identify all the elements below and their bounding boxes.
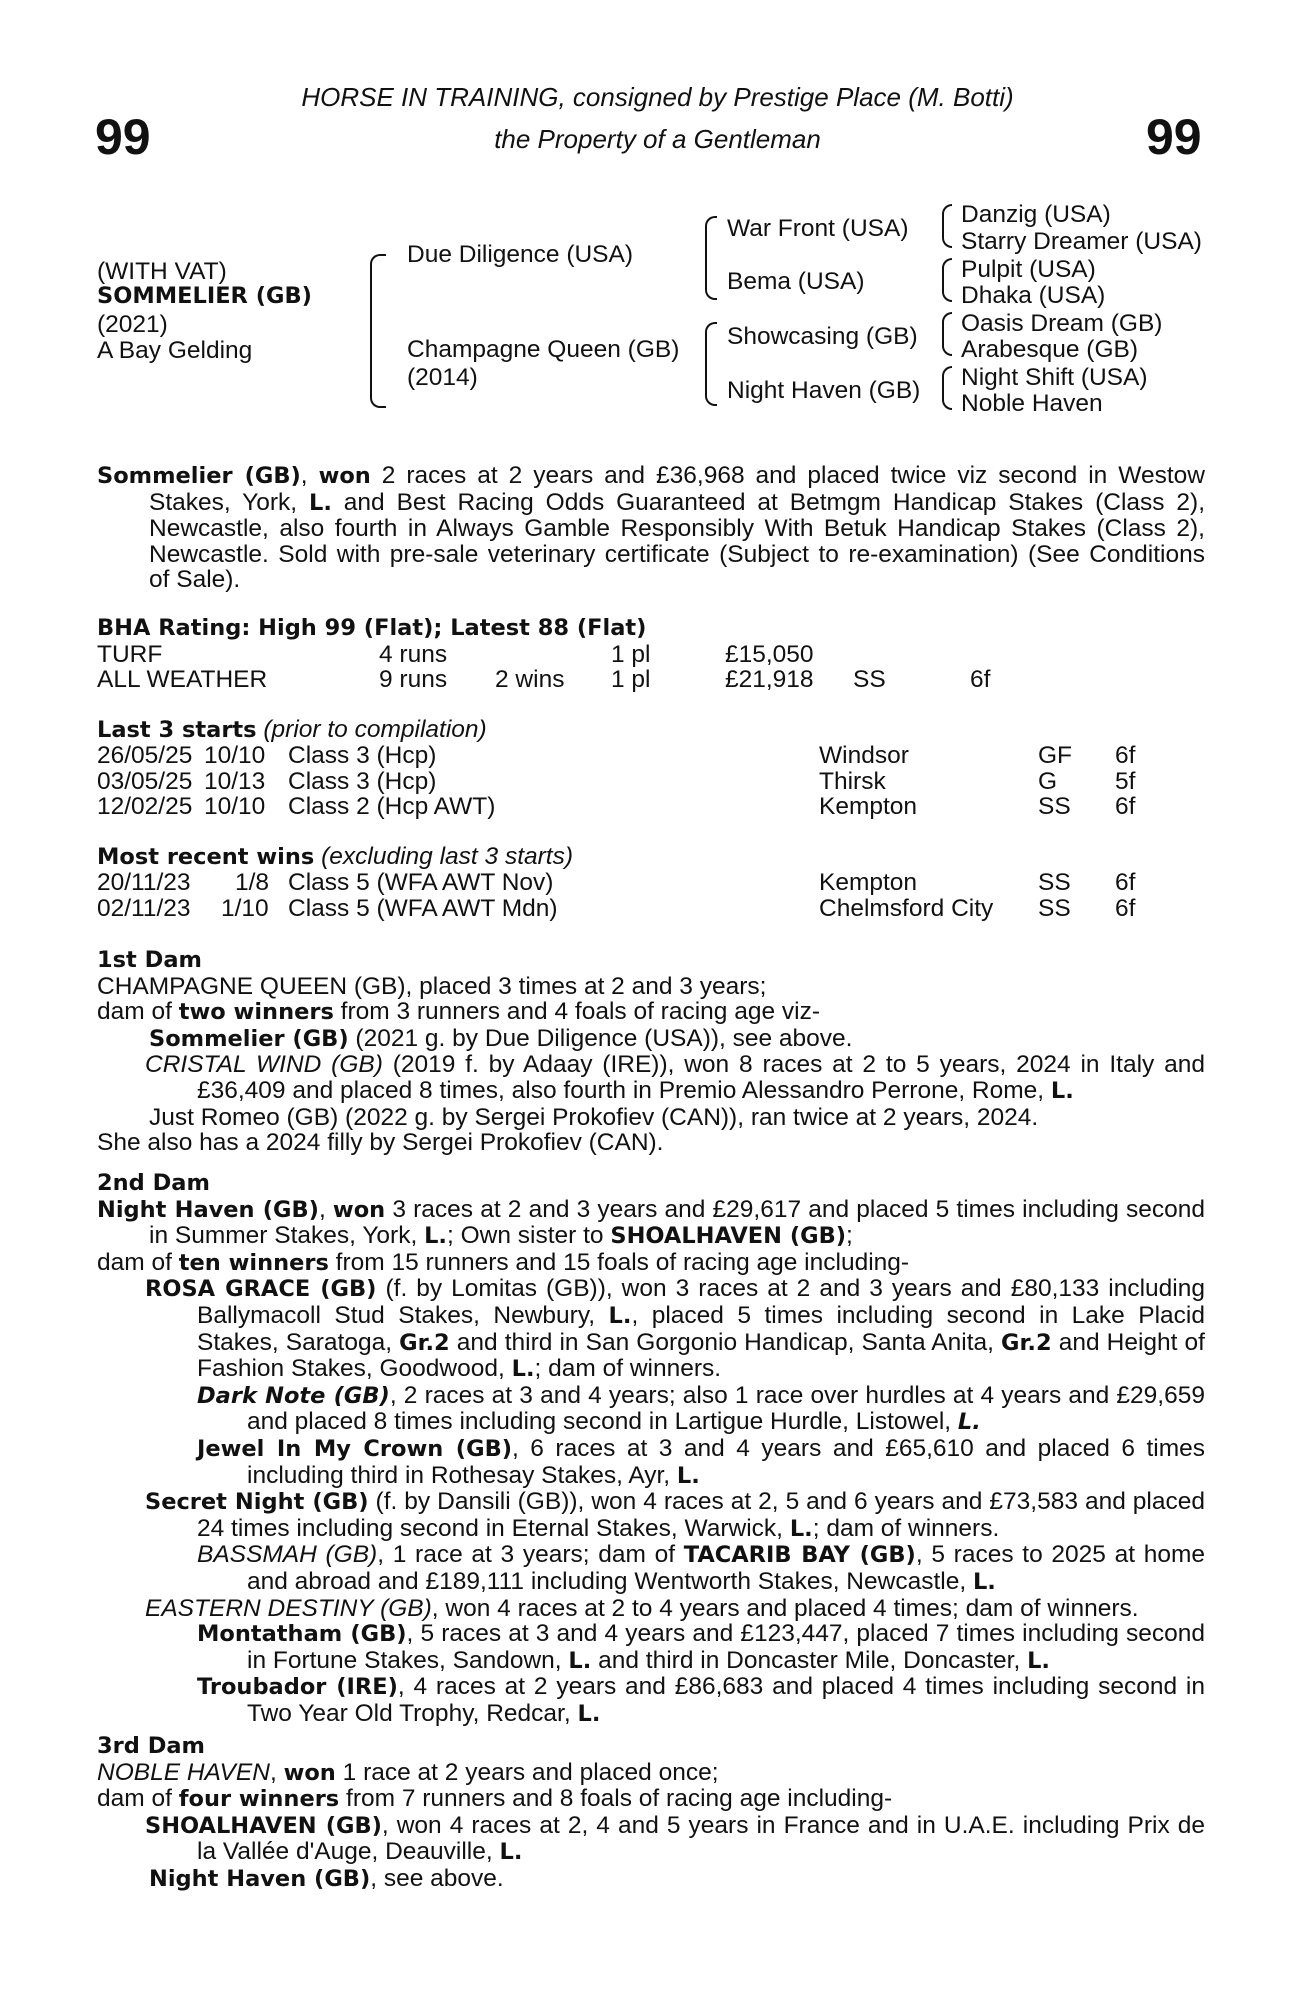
- sister-name: SHOALHAVEN (GB): [610, 1223, 847, 1250]
- pedigree-sire-sire: War Front (USA): [727, 215, 909, 242]
- progeny-text: , 5 races at 3 and 4 years and £123,447, placed 7 times including second in Fortune Stakes, Sandown,: [247, 1620, 1205, 1674]
- progeny-text: , 4 races at 2 years and £86,683 and placed 4 times including second in Two Year Old Trophy, Redcar,: [247, 1673, 1205, 1727]
- dam1-line: CHAMPAGNE QUEEN (GB), placed 3 times at 2 and 3 years;: [97, 972, 767, 1000]
- grade-marker: Gr.2: [399, 1329, 450, 1356]
- row-race: Class 5 (WFA AWT Mdn): [288, 895, 558, 922]
- row-position: 1/10: [221, 895, 269, 922]
- row-race: Class 5 (WFA AWT Nov): [288, 869, 554, 896]
- progeny-name: CRISTAL WIND (GB): [145, 1051, 383, 1079]
- brace-gen3-c: [942, 312, 952, 356]
- pedigree-sdd: Dhaka (USA): [961, 282, 1106, 309]
- dam-text: 1 race at 2 years and placed once;: [335, 1758, 719, 1786]
- listed-marker: L.: [424, 1223, 447, 1250]
- horse-year: (2021): [97, 311, 168, 338]
- progeny-text: ; dam of winners.: [812, 1514, 1000, 1542]
- progeny-text: and Height of Fashion Stakes, Goodwood,: [197, 1328, 1205, 1383]
- pedigree-sire: Due Diligence (USA): [407, 241, 634, 268]
- pedigree-dam-dam: Night Haven (GB): [727, 377, 921, 404]
- won-label: won: [332, 1196, 386, 1223]
- section-heading: 3rd Dam: [97, 1733, 205, 1759]
- rating-wins: 2 wins: [495, 666, 565, 693]
- progeny-name: Secret Night (GB): [145, 1489, 369, 1516]
- progeny-name: Montatham (GB): [197, 1621, 407, 1648]
- row-going: SS: [1038, 869, 1071, 896]
- progeny-text: (2019 f. by Adaay (IRE)), won 8 races at 2 to 5 years, 2024 in Italy and £36,409 and placed 8 times, also fourth in Premio Alessandro Perrone, Rome,: [197, 1051, 1205, 1104]
- progeny-line: Just Romeo (GB) (2022 g. by Sergei Prokofiev (CAN)), ran twice at 2 years, 2024.: [149, 1103, 1039, 1131]
- dam1-text: from 3 runners and 4 foals of racing age viz-: [333, 998, 821, 1026]
- wins-title: Most recent wins: [97, 844, 315, 870]
- wins-note: (excluding last 3 starts): [321, 843, 574, 870]
- progeny-text: and third in Doncaster Mile, Doncaster,: [591, 1646, 1028, 1674]
- pedigree-sds: Pulpit (USA): [961, 256, 1096, 283]
- row-date: 02/11/23: [97, 895, 191, 922]
- progeny-name: TACARIB BAY (GB): [683, 1542, 916, 1569]
- listed-marker: L.: [972, 1568, 996, 1595]
- listed-marker: L.: [676, 1462, 700, 1489]
- row-dist: 5f: [1115, 768, 1136, 795]
- listed-marker: L.: [499, 1839, 523, 1866]
- first-dam-section: [97, 947, 1205, 1156]
- rating-placed: 1 pl: [611, 641, 651, 668]
- dam-text: ;: [846, 1222, 853, 1250]
- progeny-name: SHOALHAVEN (GB): [145, 1812, 382, 1839]
- row-going: SS: [1038, 895, 1071, 922]
- summary-text-2: and Best Racing Odds Guaranteed at Betmgm Handicap Stakes (Class 2), Newcastle, also fourth in Always Gamble Responsibly With Betuk Handicap Stakes (Class 2), Newcastle. Sold with pre-sale veterinary certificate (Subject to re-examination) (See Conditions of Sale).: [149, 488, 1205, 594]
- progeny-text: (2021 g. by Due Diligence (USA)), see above.: [348, 1024, 853, 1052]
- second-dam-section: 2nd Dam Night Haven (GB), won 3 races at 2 and 3 years and £29,617 and placed 5 times including second in Summer Stakes, York, L.; Own sister to SHOALHAVEN (GB); dam of ten winners from 15 runners and 15 foals of racing age including- ROSA GRACE (GB) (f. by Lomitas (GB)), won 3 races at 2 and 3 years and £80,133 including Ballymacoll Stud Stakes, Newbury, L., placed 5 times including second in Lake Placid Stakes, Saratoga, Gr.2 and third in San Gorgonio Handicap, Santa Anita, Gr.2 and Height of Fashion Stakes, Goodwood, L.; dam of winners. Dark Note (GB), 2 races at 3 and 4 years; also 1 race over hurdles at 4 years and £29,659 and placed 8 times including second in Lartigue Hurdle, Listowel, L. Jewel In My Crown (GB), 6 races at 3 and 4 years and £65,610 and placed 6 times including third in Rothesay Stakes, Ayr, L. Secret Night (GB) (f. by Dansili (GB)), won 4 races at 2, 5 and 6 years and £73,583 and placed 24 times including second in Eternal Stakes, Warwick, L.; dam of winners. BASSMAH (GB), 1 race at 3 years; dam of TACARIB BAY (GB), 5 races to 2025 at home and abroad and £189,111 including Wentworth Stakes, Newcastle, L. EASTERN DESTINY (GB), won 4 races at 2 to 4 years and placed 4 times; dam of winners. Montatham (GB), 5 races at 3 and 4 years and £123,447, placed 7 times including second in Fortune Stakes, Sandown, L. and third in Doncaster Mile, Doncaster, L. Troubador (IRE), 4 races at 2 years and £86,683 and placed 4 times including second in Two Year Old Trophy, Redcar, L.: [97, 1170, 1206, 1727]
- progeny-name: Night Haven (GB): [149, 1865, 371, 1892]
- listed-marker: L.: [1027, 1647, 1050, 1674]
- listed-marker: L.: [789, 1515, 813, 1542]
- row-dist: 6f: [1115, 869, 1136, 896]
- progeny-text: , 6 races at 3 and 4 years and £65,610 and placed 6 times including third in Rothesay Stakes, Ayr,: [247, 1434, 1205, 1489]
- rating-runs: 9 runs: [379, 666, 448, 693]
- winners-count: four winners: [178, 1786, 340, 1813]
- progeny-text: , won 4 races at 2 to 4 years and placed 4 times; dam of winners.: [431, 1594, 1139, 1622]
- pedigree-sss: Danzig (USA): [961, 201, 1111, 228]
- listed-marker: L.: [577, 1700, 601, 1727]
- progeny-name: Sommelier (GB): [149, 1025, 349, 1052]
- pedigree-dss: Oasis Dream (GB): [961, 310, 1163, 337]
- progeny-text: ; dam of winners.: [534, 1355, 722, 1383]
- progeny-name: Dark Note (GB): [197, 1382, 390, 1409]
- rating-prize: £15,050: [725, 641, 814, 668]
- progeny-text: , 1 race at 3 years; dam of: [377, 1541, 684, 1569]
- listed-marker: L.: [568, 1647, 592, 1674]
- last3-title: Last 3 starts: [97, 717, 257, 743]
- dam1-text: dam of: [97, 998, 179, 1026]
- rating-placed: 1 pl: [611, 666, 651, 693]
- row-date: 03/05/25: [97, 768, 193, 795]
- progeny-name: BASSMAH (GB): [197, 1541, 378, 1569]
- won-label: won: [283, 1759, 336, 1786]
- race-summary: Sommelier (GB), won 2 races at 2 years and £36,968 and placed twice viz second in Westow Stakes, York, L. and Best Racing Odds Guaranteed at Betmgm Handicap Stakes (Class 2), Newcastle, also fourth in Always Gamble Responsibly With Betuk Handicap Stakes (Class 2), Newcastle. Sold with pre-sale veterinary certificate (Subject to re-examination) (See Conditions of Sale).: [97, 462, 1205, 594]
- winners-count: ten winners: [178, 1249, 329, 1276]
- row-going: GF: [1038, 742, 1073, 769]
- row-date: 12/02/25: [97, 793, 193, 820]
- dam-text: ; Own sister to: [446, 1222, 611, 1250]
- dam1-line: She also has a 2024 filly by Sergei Prokofiev (CAN).: [97, 1129, 664, 1157]
- winners-count: two winners: [178, 999, 334, 1026]
- progeny-name: ROSA GRACE (GB): [145, 1276, 377, 1303]
- row-dist: 6f: [1115, 793, 1136, 820]
- bha-rating-title: BHA Rating: High 99 (Flat); Latest 88 (Flat): [97, 615, 647, 641]
- listed-marker: L.: [957, 1409, 981, 1436]
- brace-gen2-dam: [705, 322, 717, 406]
- section-heading: 1st Dam: [97, 947, 202, 973]
- brace-gen3-d: [942, 366, 952, 410]
- horse-description: A Bay Gelding: [97, 337, 253, 364]
- row-course: Kempton: [819, 869, 918, 896]
- dam-text: 3 races at 2 and 3 years and £29,617 and placed 5 times including second in Summer Stakes, York,: [149, 1195, 1205, 1250]
- row-position: 10/10: [204, 742, 266, 769]
- lot-number-left: 99: [95, 109, 151, 165]
- row-position: 1/8: [235, 869, 270, 896]
- section-heading: 2nd Dam: [97, 1170, 210, 1196]
- rating-prize: £21,918: [725, 666, 814, 693]
- row-dist: 6f: [1115, 895, 1136, 922]
- pedigree-ssd: Starry Dreamer (USA): [961, 228, 1202, 255]
- row-going: SS: [1038, 793, 1071, 820]
- dam-text: dam of: [97, 1248, 179, 1276]
- pedigree-dam-year: (2014): [407, 364, 478, 391]
- brace-gen3-b: [942, 258, 952, 302]
- last3-heading: [97, 716, 487, 744]
- row-course: Windsor: [819, 742, 909, 769]
- third-dam-section: 3rd Dam NOBLE HAVEN, won 1 race at 2 years and placed once; dam of four winners from 7 runners and 8 foals of racing age including- SHOALHAVEN (GB), won 4 races at 2, 4 and 5 years in France and in U.A.E. including Prix de la Vallée d'Auge, Deauville, L. Night Haven (GB), see above.: [97, 1733, 1205, 1892]
- horse-name: SOMMELIER (GB): [97, 283, 312, 309]
- row-race: Class 3 (Hcp): [288, 742, 437, 769]
- progeny-text: (f. by Lomitas (GB)), won 3 races at 2 and 3 years and £80,133 including Ballymacoll Stud Stakes, Newbury,: [197, 1275, 1205, 1329]
- summary-won: won: [318, 463, 371, 489]
- progeny-text: , 2 races at 3 and 4 years; also 1 race over hurdles at 4 years and £29,659 and placed 8 times including second in Lartigue Hurdle, Listowel,: [247, 1381, 1205, 1436]
- row-course: Thirsk: [819, 768, 886, 795]
- summary-text: 2 races at 2 years and £36,968 and placed twice viz second in Westow Stakes, York,: [149, 462, 1205, 516]
- listed-marker: L.: [309, 489, 332, 516]
- row-dist: 6f: [1115, 742, 1136, 769]
- header-property: the Property of a Gentleman: [494, 124, 821, 154]
- row-race: Class 3 (Hcp): [288, 768, 437, 795]
- row-position: 10/13: [204, 768, 266, 795]
- listed-marker: L.: [608, 1302, 632, 1329]
- progeny-name: Jewel In My Crown (GB): [197, 1435, 512, 1462]
- lot-number-right: 99: [1146, 109, 1202, 165]
- rating-dist: 6f: [970, 666, 991, 693]
- row-course: Kempton: [819, 793, 918, 820]
- dam-text: from 7 runners and 8 foals of racing age including-: [339, 1785, 893, 1813]
- progeny-text: and third in San Gorgonio Handicap, Santa Anita,: [449, 1328, 1002, 1356]
- brace-gen1: [370, 254, 386, 408]
- progeny-name: Troubador (IRE): [197, 1674, 398, 1701]
- dam-name: NOBLE HAVEN: [97, 1758, 270, 1786]
- listed-marker: L.: [511, 1356, 535, 1383]
- row-position: 10/10: [204, 793, 266, 820]
- progeny-text: (f. by Dansili (GB)), won 4 races at 2, 5 and 6 years and £73,583 and placed 24 times including second in Eternal Stakes, Warwick,: [197, 1488, 1206, 1542]
- pedigree-dds: Night Shift (USA): [961, 364, 1148, 391]
- progeny-text: , won 4 races at 2, 4 and 5 years in France and in U.A.E. including Prix de la Vallée d'Auge, Deauville,: [197, 1811, 1205, 1866]
- dam-name: Night Haven (GB): [97, 1196, 319, 1223]
- row-date: 20/11/23: [97, 869, 191, 896]
- rating-going: SS: [853, 666, 886, 693]
- dam-text: dam of: [97, 1785, 179, 1813]
- brace-gen2-sire: [705, 216, 717, 300]
- pedigree-ddd: Noble Haven: [961, 390, 1103, 417]
- rating-surface: ALL WEATHER: [97, 666, 268, 693]
- pedigree-sire-dam: Bema (USA): [727, 268, 865, 295]
- row-date: 26/05/25: [97, 742, 193, 769]
- pedigree-dam-sire: Showcasing (GB): [727, 323, 918, 350]
- last3-note: (prior to compilation): [263, 716, 487, 743]
- summary-horse-name: Sommelier (GB): [97, 463, 301, 489]
- wins-heading: [97, 843, 573, 871]
- row-race: Class 2 (Hcp AWT): [288, 793, 496, 820]
- grade-marker: Gr.2: [1001, 1329, 1052, 1356]
- rating-runs: 4 runs: [379, 641, 448, 668]
- pedigree-dam: Champagne Queen (GB): [407, 336, 680, 363]
- row-going: G: [1038, 768, 1058, 795]
- progeny-text: , see above.: [370, 1864, 504, 1892]
- vat-note: (WITH VAT): [97, 258, 227, 285]
- progeny-text: , placed 5 times including second in Lake Placid Stakes, Saratoga,: [197, 1301, 1205, 1356]
- pedigree-dsd: Arabesque (GB): [961, 336, 1139, 363]
- listed-marker: L.: [1050, 1077, 1074, 1104]
- row-course: Chelmsford City: [819, 895, 994, 922]
- progeny-text: , 5 races to 2025 at home and abroad and £189,111 including Wentworth Stakes, Newcastle,: [247, 1541, 1205, 1595]
- progeny-name: EASTERN DESTINY (GB): [145, 1594, 432, 1622]
- dam-text: from 15 runners and 15 foals of racing age including-: [328, 1248, 910, 1276]
- header-consignor: HORSE IN TRAINING, consigned by Prestige Place (M. Botti): [301, 82, 1014, 112]
- rating-surface: TURF: [97, 641, 163, 668]
- brace-gen3-a: [942, 204, 952, 248]
